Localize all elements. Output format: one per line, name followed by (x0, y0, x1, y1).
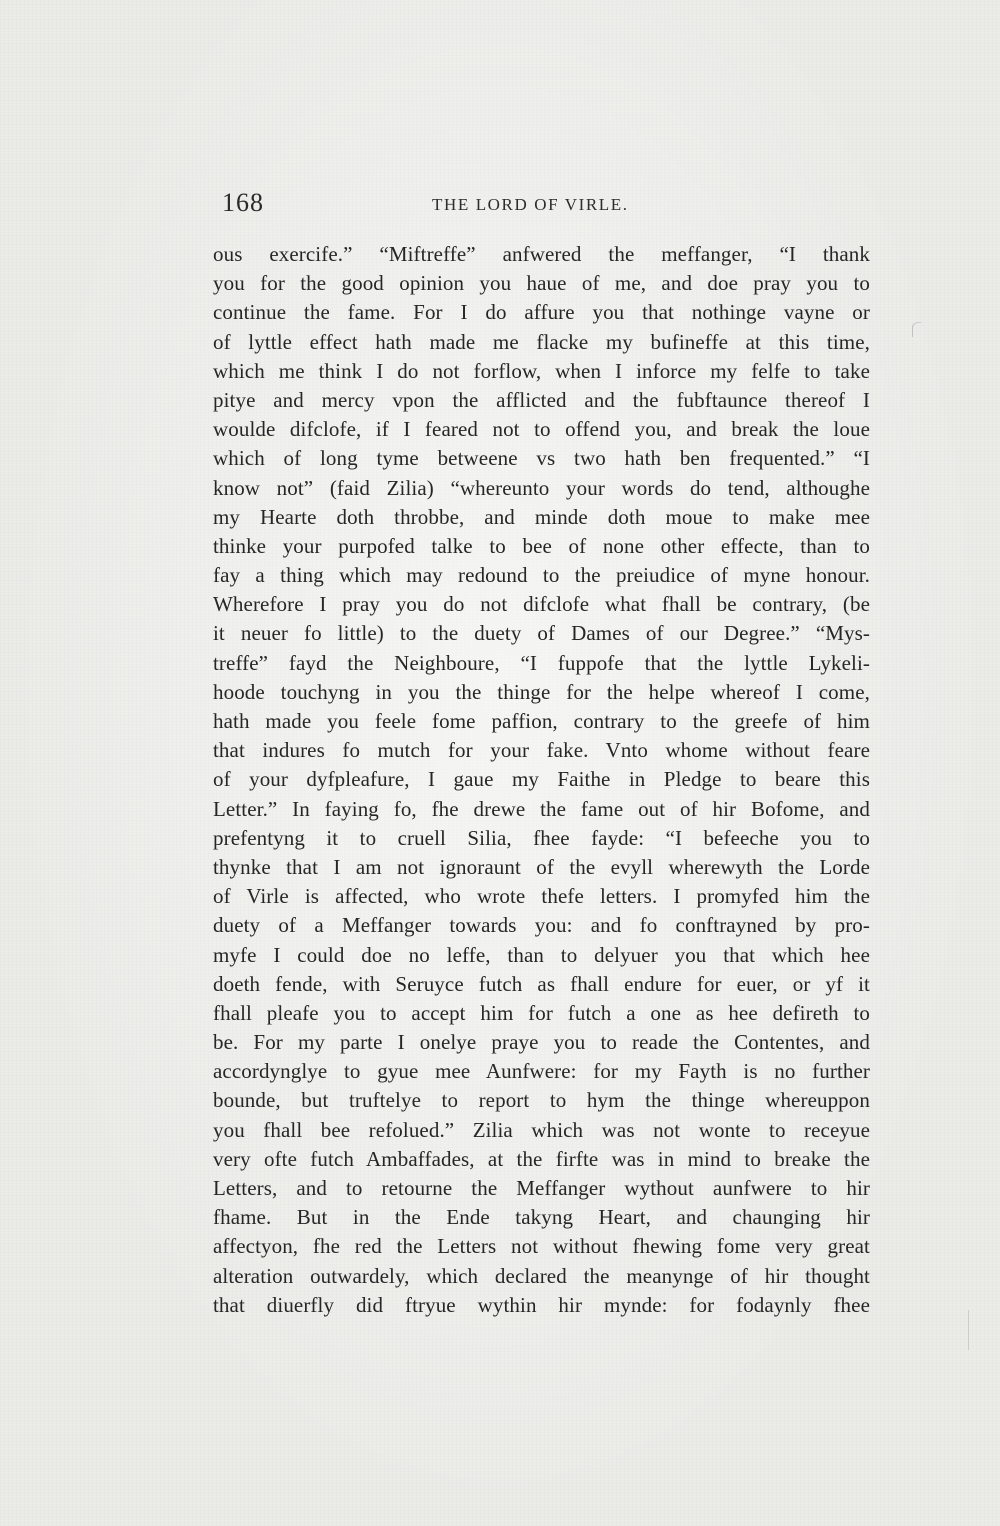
text-line: that indures fo mutch for your fake. Vnto whome without feare (213, 738, 870, 763)
text-line: which me think I do not forflow, when I inforce my felfe to take (213, 358, 870, 383)
text-line: prefentyng it to cruell Silia, fhee fayde: “I befeeche you to (213, 825, 870, 850)
paper-blemish (912, 322, 921, 337)
text-line: my Hearte doth throbbe, and minde doth moue to make mee (213, 504, 870, 529)
page-number: 168 (222, 188, 264, 217)
paper-crease (968, 1310, 969, 1350)
text-line: be. For my parte I onelye praye you to reade the Contentes, and (213, 1030, 870, 1055)
text-line: accordynglye to gyue mee Aunfwere: for my Fayth is no further (213, 1059, 870, 1084)
text-line: of lyttle effect hath made me flacke my bufineffe at this time, (213, 329, 870, 354)
text-line: you for the good opinion you haue of me, and doe pray you to (213, 271, 870, 296)
text-line: doeth fende, with Seruyce futch as fhall endure for euer, or yf it (213, 971, 870, 996)
text-line: pitye and mercy vpon the afflicted and the fubftaunce thereof I (213, 387, 870, 412)
text-line: thynke that I am not ignoraunt of the evyll wherewyth the Lorde (213, 854, 870, 879)
text-line: that diuerfly did ftryue wythin hir mynde: for fodaynly fhee (213, 1292, 870, 1317)
text-line: bounde, but truftelye to report to hym the thinge whereuppon (213, 1088, 870, 1113)
text-line: Letter.” In faying fo, fhe drewe the fame out of hir Bofome, and (213, 796, 870, 821)
text-line: Wherefore I pray you do not difclofe what fhall be contrary, (be (213, 592, 870, 617)
text-line: affectyon, fhe red the Letters not without fhewing fome very great (213, 1234, 870, 1259)
text-line: very ofte futch Ambaffades, at the firfte was in mind to breake the (213, 1146, 870, 1171)
text-line: of your dyfpleafure, I gaue my Faithe in Pledge to beare this (213, 767, 870, 792)
text-line: ous exercife.” “Miftreffe” anfwered the meffanger, “I thank (213, 242, 870, 266)
text-line: it neuer fo little) to the duety of Dames of our Degree.” “Mys- (213, 621, 870, 646)
text-line: myfe I could doe no leffe, than to delyuer you that which hee (213, 942, 870, 967)
text-line: fhall pleafe you to accept him for futch a one as hee defireth to (213, 1000, 870, 1025)
text-line: duety of a Meffanger towards you: and fo conftrayned by pro- (213, 913, 870, 938)
text-line: which of long tyme betweene vs two hath ben frequented.” “I (213, 446, 870, 471)
text-line: know not” (faid Zilia) “whereunto your words do tend, althoughe (213, 475, 870, 500)
text-line: of Virle is affected, who wrote thefe letters. I promyfed him the (213, 884, 870, 909)
body-text (213, 240, 870, 1320)
text-line: hoode touchyng in you the thinge for the helpe whereof I come, (213, 679, 870, 704)
text-line: continue the fame. For I do affure you that nothinge vayne or (213, 300, 870, 325)
page-header (222, 188, 868, 228)
text-line: thinke your purpofed talke to bee of none other effecte, than to (213, 533, 870, 558)
text-line: fay a thing which may redound to the preiudice of myne honour. (213, 563, 870, 588)
text-line: alteration outwardely, which declared the meanynge of hir thought (213, 1263, 870, 1288)
text-line: you fhall bee refolued.” Zilia which was not wonte to receyue (213, 1117, 870, 1142)
text-line: woulde difclofe, if I feared not to offend you, and break the loue (213, 417, 870, 442)
text-line: hath made you feele fome paffion, contrary to the greefe of him (213, 709, 870, 733)
running-head: THE LORD OF VIRLE. (432, 195, 629, 214)
text-line: fhame. But in the Ende takyng Heart, and chaunging hir (213, 1205, 870, 1230)
text-line: Letters, and to retourne the Meffanger wythout aunfwere to hir (213, 1176, 870, 1200)
text-line: treffe” fayd the Neighboure, “I fuppofe that the lyttle Lykeli- (213, 650, 870, 675)
